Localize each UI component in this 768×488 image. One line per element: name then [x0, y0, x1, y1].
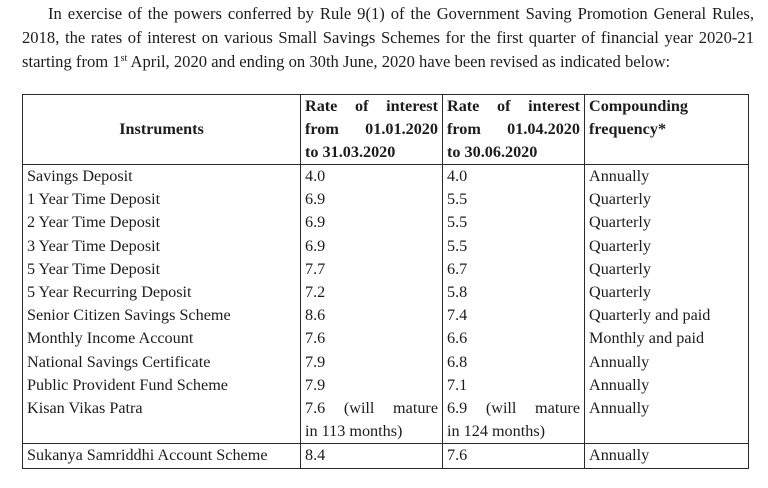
cell-rate-old-line1: 7.6 (will mature	[305, 399, 438, 418]
header-compounding	[585, 95, 749, 165]
table-row	[23, 165, 749, 189]
cell-rate-old-line2: in 113 months)	[305, 422, 403, 441]
header-rate-old-line1: Rate of interest	[305, 97, 438, 115]
interest-rates-table	[22, 94, 749, 469]
header-rate-new-line3: to 30.06.2020	[447, 143, 538, 161]
cell-frequency: Quarterly	[585, 211, 749, 234]
cell-rate-old: 7.6	[301, 327, 443, 350]
cell-frequency: Quarterly and paid	[585, 304, 749, 327]
cell-frequency: Annually	[585, 397, 749, 444]
cell-rate-new-line2: in 124 months)	[447, 422, 546, 441]
cell-rate-old: 8.4	[301, 444, 443, 468]
cell-instrument: Kisan Vikas Patra	[23, 397, 301, 444]
table-row	[23, 374, 749, 397]
intro-superscript: st	[120, 53, 128, 64]
cell-instrument: Senior Citizen Savings Scheme	[23, 304, 301, 327]
cell-instrument: Sukanya Samriddhi Account Scheme	[23, 444, 301, 468]
cell-frequency: Quarterly	[585, 188, 749, 211]
cell-instrument: Savings Deposit	[23, 165, 301, 189]
cell-rate-new: 6.6	[443, 327, 585, 350]
table-row	[23, 327, 749, 350]
header-rate-old-line3: to 31.03.2020	[305, 143, 396, 161]
cell-instrument: Public Provident Fund Scheme	[23, 374, 301, 397]
header-compounding-line1: Compounding	[589, 97, 688, 115]
cell-instrument: Monthly Income Account	[23, 327, 301, 350]
cell-instrument: 5 Year Time Deposit	[23, 258, 301, 281]
header-rate-old	[301, 95, 443, 165]
header-rate-new-line2: from 01.04.2020	[447, 120, 580, 138]
cell-rate-new: 7.6	[443, 444, 585, 468]
cell-rate-new: 5.5	[443, 235, 585, 258]
table-header-row	[23, 95, 749, 165]
table-row	[23, 351, 749, 374]
cell-rate-new: 5.5	[443, 211, 585, 234]
table-row	[23, 444, 749, 468]
cell-rate-old	[301, 397, 443, 444]
table-row	[23, 211, 749, 234]
table-row	[23, 258, 749, 281]
cell-frequency: Monthly and paid	[585, 327, 749, 350]
cell-rate-new	[443, 397, 585, 444]
cell-instrument: 2 Year Time Deposit	[23, 211, 301, 234]
cell-instrument: National Savings Certificate	[23, 351, 301, 374]
cell-frequency: Quarterly	[585, 281, 749, 304]
header-rate-old-line2: from 01.01.2020	[305, 120, 438, 138]
intro-text-part1: In exercise of the powers conferred by Rule 9(1) of the Government Saving Promotion General Rules, 2018, the rates of interest on various Small Savings Schemes for the first quarter of financial year 2020-21 starting from 1	[22, 4, 754, 71]
cell-rate-old: 7.7	[301, 258, 443, 281]
cell-frequency: Annually	[585, 444, 749, 468]
cell-rate-new: 7.1	[443, 374, 585, 397]
cell-rate-new: 6.8	[443, 351, 585, 374]
table-row	[23, 281, 749, 304]
header-instruments: Instruments	[23, 95, 301, 165]
cell-rate-old: 8.6	[301, 304, 443, 327]
table-row	[23, 304, 749, 327]
cell-rate-old: 7.9	[301, 374, 443, 397]
cell-frequency: Annually	[585, 351, 749, 374]
table-row	[23, 235, 749, 258]
cell-instrument: 5 Year Recurring Deposit	[23, 281, 301, 304]
intro-text-part2: April, 2020 and ending on 30th June, 2020 have been revised as indicated below:	[127, 52, 671, 71]
cell-instrument: 1 Year Time Deposit	[23, 188, 301, 211]
cell-frequency: Annually	[585, 374, 749, 397]
table-row	[23, 397, 749, 444]
table-row	[23, 188, 749, 211]
cell-frequency: Annually	[585, 165, 749, 189]
header-rate-new-line1: Rate of interest	[447, 97, 580, 115]
cell-rate-new: 7.4	[443, 304, 585, 327]
intro-paragraph	[22, 2, 754, 74]
cell-frequency: Quarterly	[585, 235, 749, 258]
cell-rate-new: 6.7	[443, 258, 585, 281]
cell-rate-old: 7.2	[301, 281, 443, 304]
cell-frequency: Quarterly	[585, 258, 749, 281]
cell-rate-old: 7.9	[301, 351, 443, 374]
cell-rate-old: 6.9	[301, 211, 443, 234]
header-rate-new	[443, 95, 585, 165]
cell-rate-old: 4.0	[301, 165, 443, 189]
cell-rate-new: 5.8	[443, 281, 585, 304]
header-compounding-line2: frequency*	[589, 120, 667, 138]
cell-instrument: 3 Year Time Deposit	[23, 235, 301, 258]
cell-rate-new: 5.5	[443, 188, 585, 211]
cell-rate-old: 6.9	[301, 188, 443, 211]
cell-rate-new-line1: 6.9 (will mature	[447, 399, 580, 418]
cell-rate-old: 6.9	[301, 235, 443, 258]
cell-rate-new: 4.0	[443, 165, 585, 189]
